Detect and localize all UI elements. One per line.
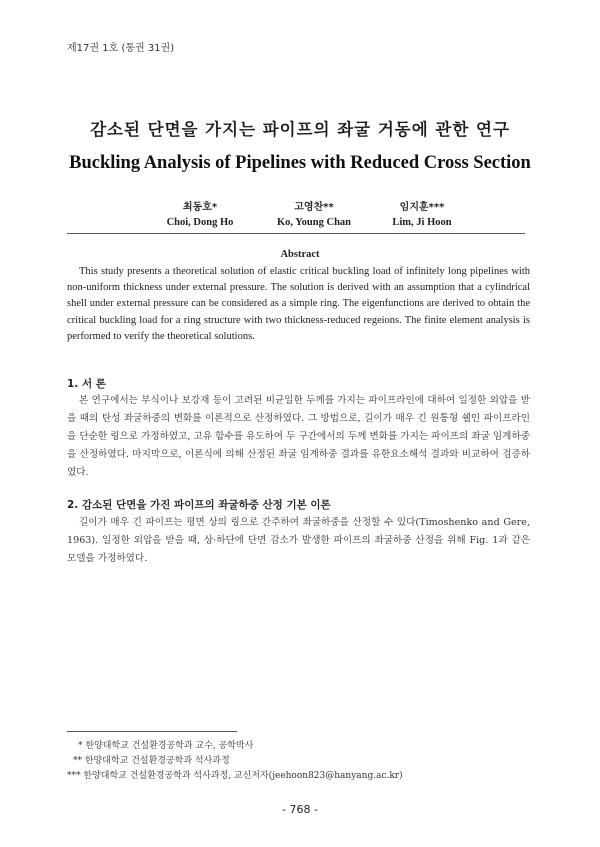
title-english: Buckling Analysis of Pipelines with Reduced Cross Section <box>69 153 531 173</box>
author-2-name-ko: 고영찬** <box>294 202 334 213</box>
author-3 <box>362 198 482 228</box>
footnote-2: ** 한양대학교 건설환경공학과 석사과정 <box>73 756 230 766</box>
author-1-name-en: Choi, Dong Ho <box>166 217 234 228</box>
journal-volume: 제17권 1호 (통권 31권) <box>67 43 175 54</box>
page-number: - 768 - <box>282 803 318 816</box>
section-2-heading: 2. 감소된 단면을 가진 파이프의 좌굴하중 산정 기본 이론 <box>67 499 331 511</box>
author-3-name-en: Lim, Ji Hoon <box>392 217 452 228</box>
title-korean: 감소된 단면을 가지는 파이프의 좌굴 거동에 관한 연구 <box>90 120 510 139</box>
section-1-text: 본 연구에서는 부식이나 보강재 등이 고려된 비균일한 두께를 가지는 파이프라인에 대하여 일정한 외압을 받을 때의 탄성 좌굴하중의 변화를 이론적으로 산정하였다. 그 방법으로, 길이가 매우 긴 원통형 쉘인 파이프라인을 단순한 링으로 가정하였고, 고유 함수를 유도하여 두 구간에서의 두께 변화를 가지는 파이프의 좌굴 임계하중을 산정하였다. 마지막으로, 이론식에 의해 산정된 좌굴 임계하중 결과를 유한요소해석 결과와 비교하여 검증하였다. <box>67 395 530 478</box>
section-1-heading: 1. 서 론 <box>67 378 106 390</box>
author-3-name-ko: 임지훈*** <box>399 202 445 213</box>
footnote-divider <box>67 731 237 732</box>
author-1-name-ko: 최동호* <box>182 202 218 213</box>
author-2-name-en: Ko, Young Chan <box>276 217 351 228</box>
abstract-heading: Abstract <box>280 249 320 260</box>
author-2 <box>254 198 374 228</box>
author-1 <box>140 198 260 228</box>
footnote-3: *** 한양대학교 건설환경공학과 석사과정, 교신저자(jeehoon823@hanyang.ac.kr) <box>67 771 403 781</box>
section-2-text: 길이가 매우 긴 파이프는 평면 상의 링으로 간주하여 좌굴하중을 산정할 수 있다(Timoshenko and Gere, 1963). 일정한 외압을 받을 때, 상·하단에 단면 감소가 발생한 파이프의 좌굴하중 산정을 위해 Fig. 1과 같은 모델을 가정하였다. <box>67 517 530 564</box>
abstract-text: This study presents a theoretical solution of elastic critical buckling load of infinitely long pipelines with non-uniform thickness under external pressure. The solution is derived with an assumption that a cylindrical shell under external pressure can be considered as a simple ring. The eigenfunctions are derived to obtain the critical buckling load for a ring structure with two thickness-reduced regeions. The finite element analysis is performed to verify the theoretical solutions. <box>67 266 530 342</box>
footnote-1: * 한양대학교 건설환경공학과 교수, 공학박사 <box>78 741 254 751</box>
header-divider <box>67 233 525 234</box>
